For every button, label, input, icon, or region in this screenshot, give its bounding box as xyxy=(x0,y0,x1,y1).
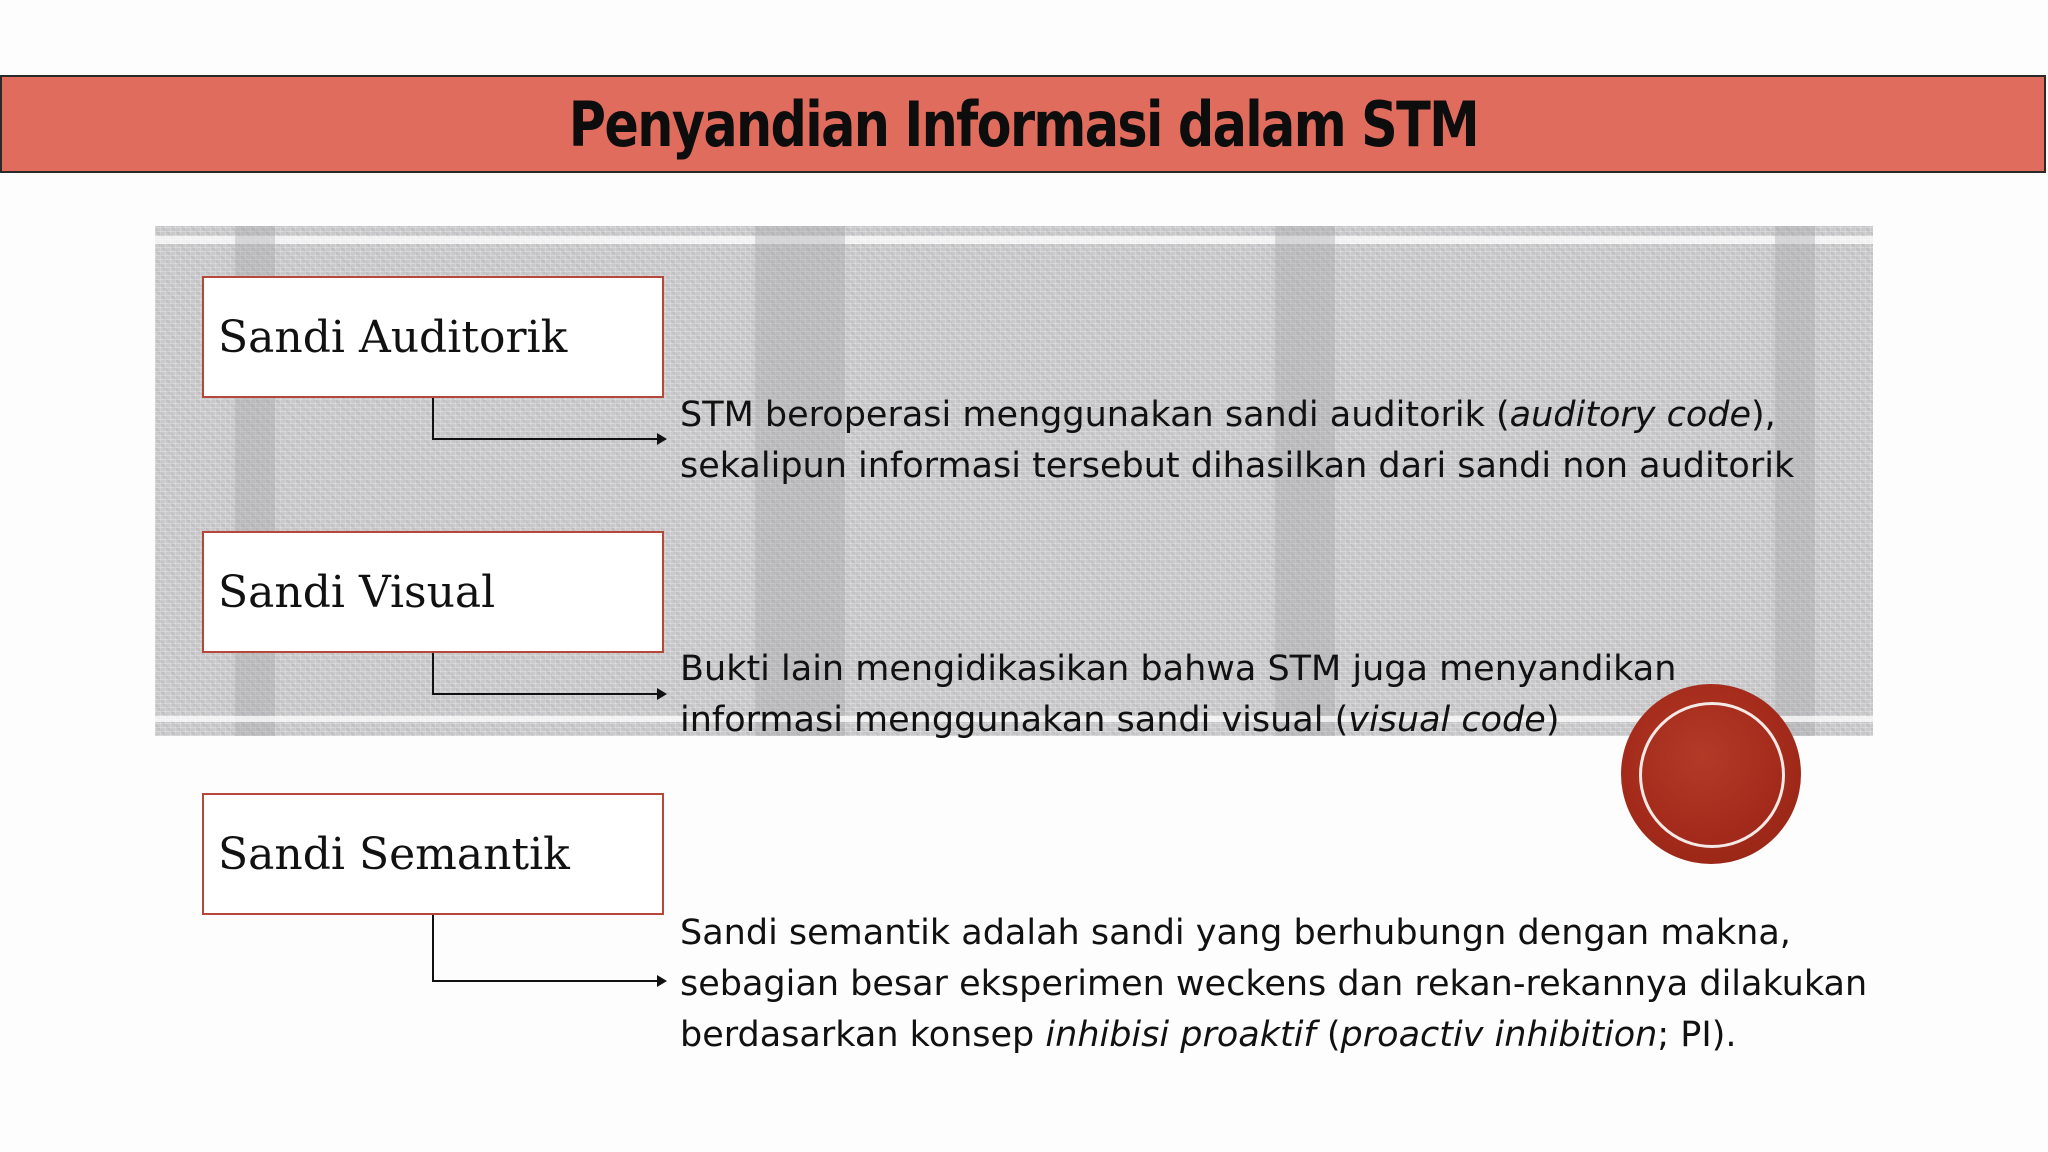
italic-term: auditory code xyxy=(1509,395,1751,435)
label-box-auditorik xyxy=(202,276,664,398)
text-segment: ) xyxy=(1545,700,1560,740)
connector-arrow-semantik xyxy=(432,915,664,982)
italic-term: visual code xyxy=(1348,700,1546,740)
italic-term: inhibisi proaktif xyxy=(1045,1015,1316,1055)
text-segment: ( xyxy=(1315,1015,1341,1055)
label-semantik: Sandi Semantik xyxy=(218,828,570,880)
description-line xyxy=(680,908,1867,959)
label-box-visual xyxy=(202,531,664,653)
title-bar xyxy=(0,75,2046,173)
description-auditorik xyxy=(680,390,1794,492)
description-visual xyxy=(680,644,1676,746)
label-auditorik: Sandi Auditorik xyxy=(218,311,568,363)
text-segment: ; PI). xyxy=(1657,1015,1737,1055)
description-line xyxy=(680,390,1794,441)
texture-stripe-top xyxy=(155,236,1873,244)
slide-title: Penyandian Informasi dalam STM xyxy=(568,87,1478,161)
arrowhead-icon xyxy=(657,688,667,700)
description-line xyxy=(680,959,1867,1010)
italic-term: proactiv inhibition xyxy=(1340,1015,1658,1055)
text-segment: informasi menggunakan sandi visual ( xyxy=(680,700,1349,740)
decorative-circle xyxy=(1621,684,1801,864)
description-line xyxy=(680,695,1676,746)
text-segment: sekalipun informasi tersebut dihasilkan dari sandi non auditorik xyxy=(680,446,1795,486)
text-segment: sebagian besar eksperimen weckens dan rekan-rekannya dilakukan xyxy=(680,964,1868,1004)
description-line xyxy=(680,1010,1867,1061)
arrowhead-icon xyxy=(657,433,667,445)
text-segment: STM beroperasi menggunakan sandi auditorik ( xyxy=(680,395,1510,435)
label-visual: Sandi Visual xyxy=(218,566,496,618)
text-segment: Bukti lain mengidikasikan bahwa STM juga menyandikan xyxy=(680,649,1677,689)
label-box-semantik xyxy=(202,793,664,915)
description-line xyxy=(680,644,1676,695)
connector-arrow-visual xyxy=(432,653,664,695)
description-line xyxy=(680,441,1794,492)
arrowhead-icon xyxy=(657,975,667,987)
connector-arrow-auditorik xyxy=(432,398,664,440)
text-segment: ), xyxy=(1751,395,1776,435)
description-semantik xyxy=(680,908,1867,1061)
text-segment: Sandi semantik adalah sandi yang berhubungn dengan makna, xyxy=(680,913,1791,953)
text-segment: berdasarkan konsep xyxy=(680,1015,1046,1055)
decorative-circle-ring xyxy=(1639,702,1785,848)
